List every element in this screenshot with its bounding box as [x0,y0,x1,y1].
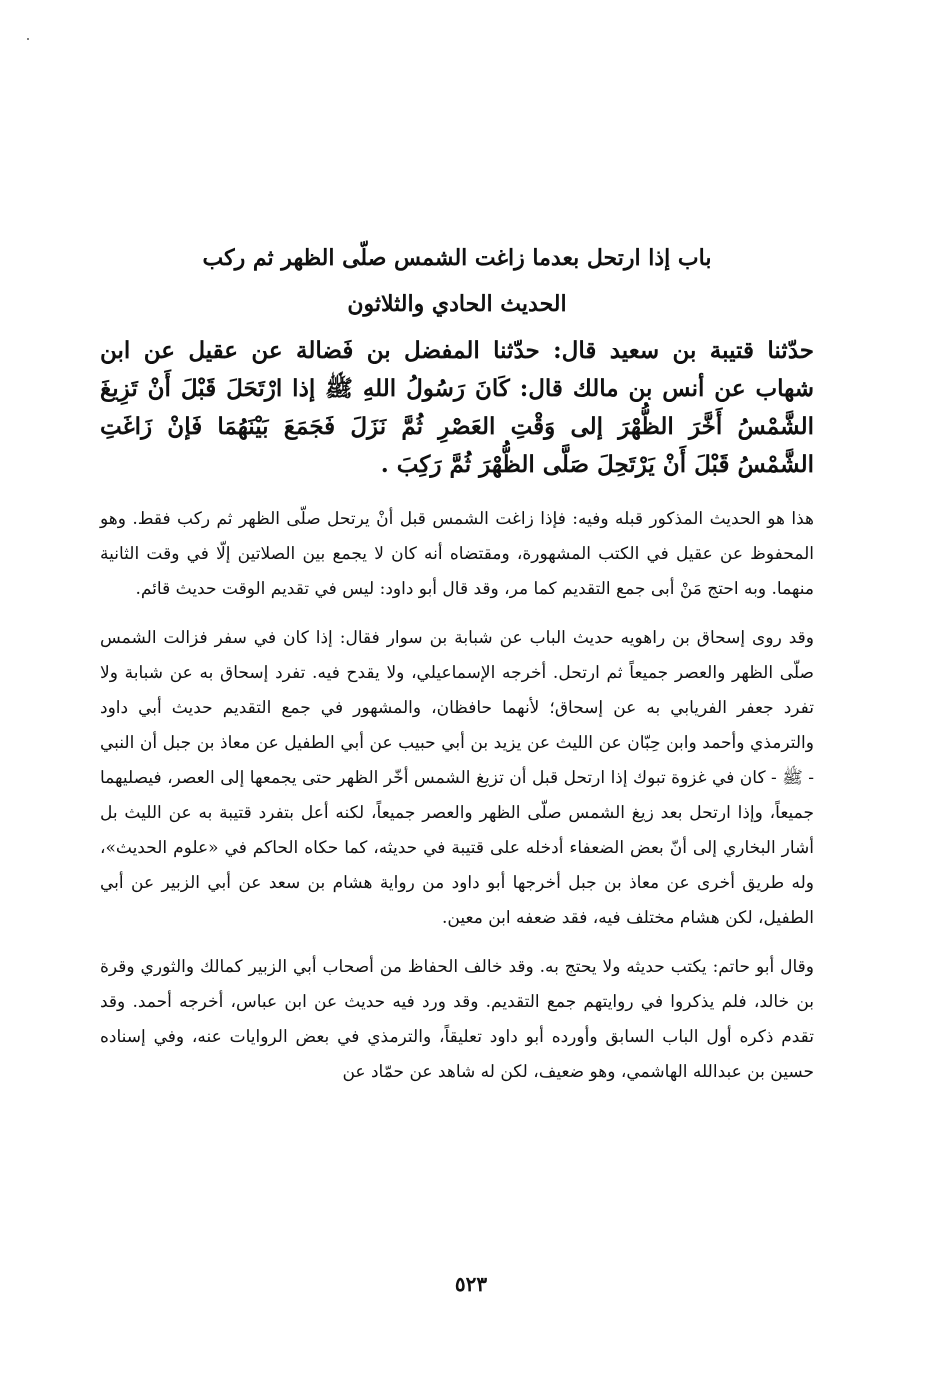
hadith-title: الحديث الحادي والثلاثون [347,291,567,317]
scan-speck [27,38,29,40]
hadith-text: حدّثنا قتيبة بن سعيد قال: حدّثنا المفضل بن فَضالة عن عقيل عن ابن شهاب عن أنس بن مالك قال: كَانَ رَسُولُ اللهِ ﷺ إذا ارْتَحَلَ قَبْلَ أَنْ تَزِيغَ الشَّمْسُ أَخَّرَ الظُّهْرَ إلى وَقْتِ العَصْرِ ثُمَّ نَزَلَ فَجَمَعَ بَيْنَهُمَا فَإنْ زَاغَتِ الشَّمْسُ قَبْلَ أَنْ يَرْتَحِلَ صَلَّى الظُّهْرَ ثُمَّ رَكِبَ . [100,337,814,478]
page-number: ٥٢٣ [454,1272,488,1296]
page-body [100,238,814,1104]
commentary-paragraph-3: وقال أبو حاتم: يكتب حديثه ولا يحتج به. وقد خالف الحفاظ من أصحاب أبي الزبير كمالك والثوري وقرة بن خالد، فلم يذكروا في روايتهم جمع التقديم. وقد ورد فيه حديث عن ابن عباس، أخرجه أحمد. وقد تقدم ذكره أول الباب السابق وأورده أبو داود تعليقاً، والترمذي في بعض الروايات عنه، وفي إسناده حسين بن عبدالله الهاشمي، وهو ضعيف، لكن له شاهد عن حمّاد عن [100,957,814,1082]
commentary-paragraph-1: هذا هو الحديث المذكور قبله وفيه: فإذا زاغت الشمس قبل أنْ يرتحل صلّى الظهر ثم ركب فقط. وهو المحفوظ عن عقيل في الكتب المشهورة، ومقتضاه أنه كان لا يجمع بين الصلاتين إلّا في وقت الثانية منهما. وبه احتج مَنْ أبى جمع التقديم كما مر، وقد قال أبو داود: ليس في تقديم الوقت حديث قائم. [100,509,814,599]
commentary-paragraph-2: وقد روى إسحاق بن راهويه حديث الباب عن شبابة بن سوار فقال: إذا كان في سفر فزالت الشمس صلّى الظهر والعصر جميعاً ثم ارتحل. أخرجه الإسماعيلي، ولا يقدح فيه. تفرد إسحاق به عن شبابة ولا تفرد جعفر الفريابي به عن إسحاق؛ لأنهما حافظان، والمشهور في جمع التقديم حديث أبي داود والترمذي وأحمد وابن حِبّان عن الليث عن يزيد بن أبي حبيب عن أبي الطفيل عن معاذ بن جبل أن النبي - ﷺ - كان في غزوة تبوك إذا ارتحل قبل أن تزيغ الشمس أخّر الظهر حتى يجمعها إلى العصر، فيصليهما جميعاً، وإذا ارتحل بعد زيغ الشمس صلّى الظهر والعصر جميعاً، لكنه أعل بتفرد قتيبة به عن الليث بل أشار البخاري إلى أنّ بعض الضعفاء أدخله على قتيبة في حديثه، كما حكاه الحاكم في «علوم الحديث»، وله طريق أخرى عن معاذ بن جبل أخرجها أبو داود من رواية هشام بن سعد عن أبي الزبير عن أبي الطفيل، لكن هشام مختلف فيه، فقد ضعفه ابن معين. [100,628,814,928]
chapter-title: باب إذا ارتحل بعدما زاغت الشمس صلّى الظهر ثم ركب [202,245,712,271]
